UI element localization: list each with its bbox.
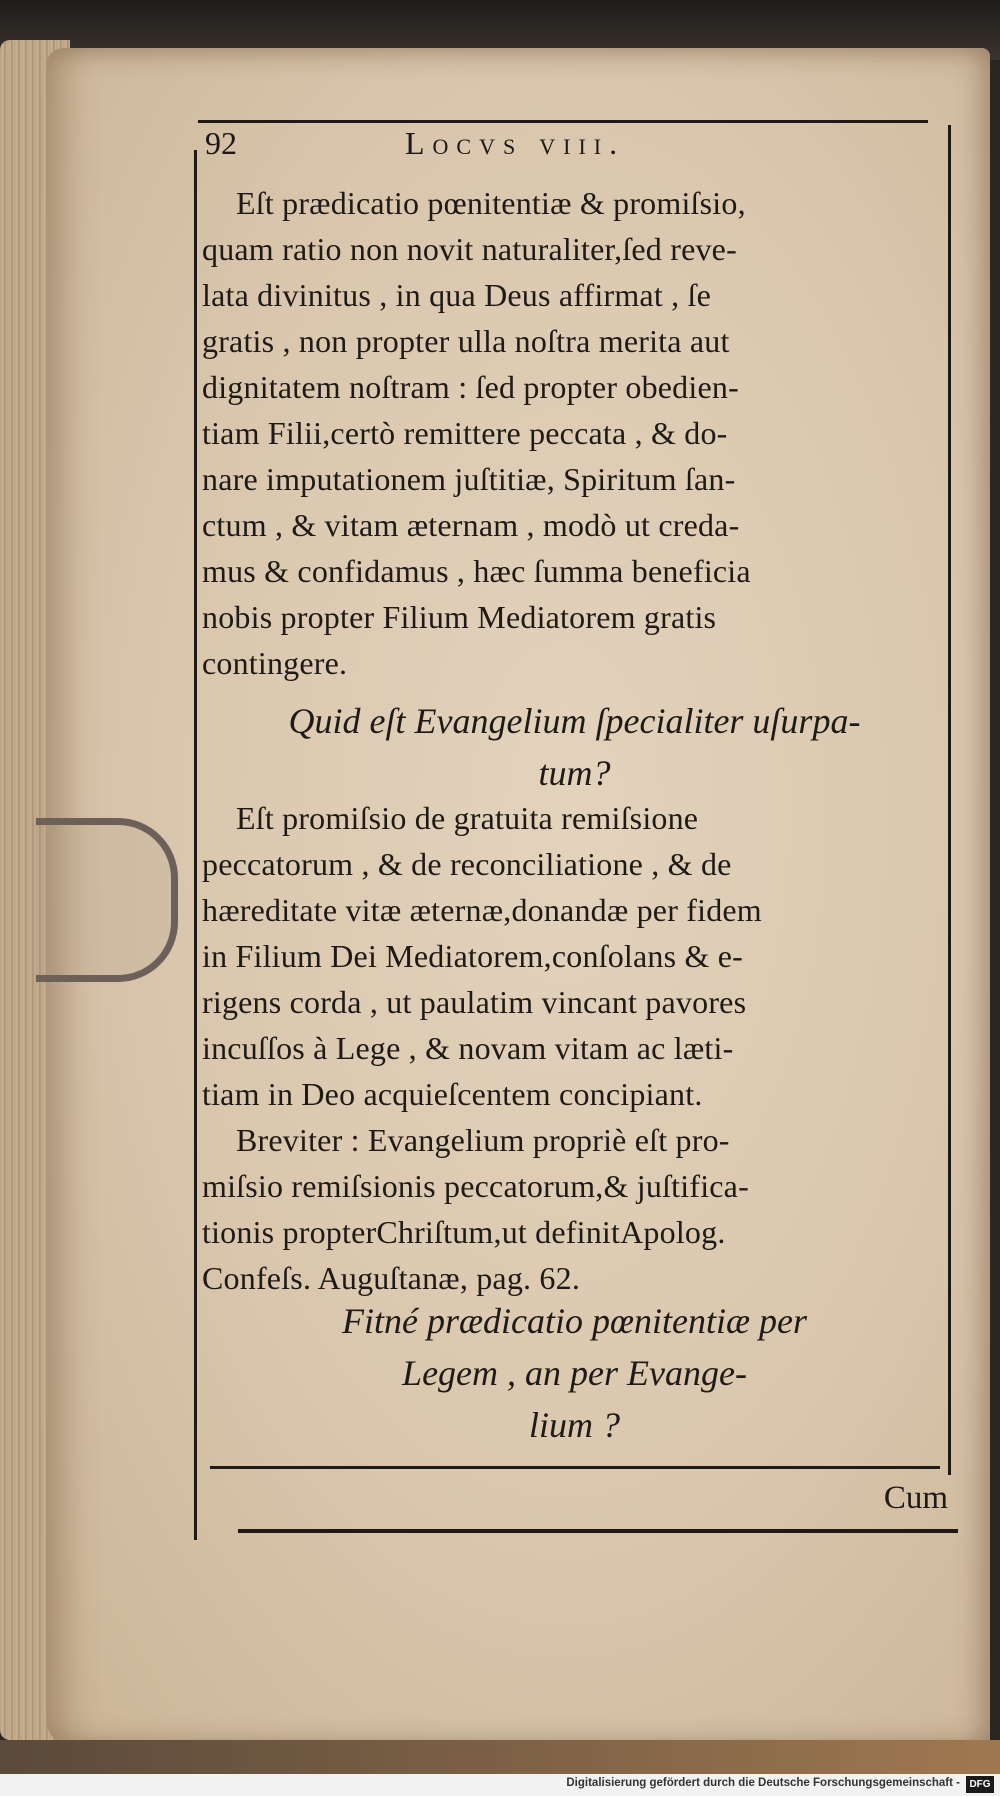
text-line: quam ratio non novit naturaliter,ſed reve- [202, 231, 737, 267]
heading-line: Quid eſt Evangelium ſpecialiter uſurpa- [288, 701, 861, 741]
text-line: incuſſos à Lege , & novam vitam ac læti- [202, 1030, 734, 1066]
text-line: Breviter : Evangelium propriè eſt pro- [236, 1122, 730, 1158]
frame-rule-right [948, 125, 951, 1475]
catchword: Cum [883, 1480, 948, 1516]
heading-line: Legem , an per Evange- [402, 1353, 747, 1393]
text-line: peccatorum , & de reconciliatione , & de [202, 846, 732, 882]
text-line: rigens corda , ut paulatim vincant pavores [202, 984, 747, 1020]
paragraph-2 [202, 795, 947, 1301]
question-heading-1 [202, 695, 947, 799]
text-line: ctum , & vitam æternam , modò ut creda- [202, 507, 740, 543]
book-bottom-edge [0, 1740, 1000, 1774]
text-line: lata divinitus , in qua Deus affirmat , ſe [202, 277, 712, 313]
heading-line: tum? [538, 753, 611, 793]
text-line: contingere. [202, 645, 348, 681]
text-line: dignitatem noſtram : ſed propter obedien- [202, 369, 739, 405]
page-clip [36, 818, 178, 982]
frame-rule-left [194, 150, 197, 1540]
text-line: tiam in Deo acquieſcentem concipiant. [202, 1076, 703, 1112]
paragraph-1 [202, 180, 947, 686]
frame-rule-bottom [210, 1466, 940, 1469]
heading-line: lium ? [528, 1405, 620, 1445]
text-line: hæreditate vitæ æternæ,donandæ per fidem [202, 892, 762, 928]
text-line: gratis , non propter ulla noſtra merita aut [202, 323, 730, 359]
funding-credit: Digitalisierung gefördert durch die Deutsche Forschungsgemeinschaft - [566, 1777, 960, 1789]
text-line: Eſt prædicatio pœnitentiæ & promiſsio, [236, 185, 746, 221]
text-line: nobis propter Filium Mediatorem gratis [202, 599, 717, 635]
text-line: Eſt promiſsio de gratuita remiſsione [236, 800, 699, 836]
dfg-logo: DFG [966, 1776, 994, 1793]
frame-rule-top [198, 120, 928, 123]
heading-line: Fitné prædicatio pœnitentiæ per [342, 1301, 807, 1341]
page-number: 92 [205, 125, 237, 161]
page-header [205, 125, 945, 175]
frame-rule-outer-bottom [238, 1529, 958, 1533]
text-line: tiam Filii,certò remittere peccata , & do- [202, 415, 728, 451]
running-title: Locvs viii. [405, 125, 626, 161]
text-line: mus & confidamus , hæc ſumma beneficia [202, 553, 751, 589]
text-line: tionis propterChriſtum,ut definitApolog. [202, 1214, 726, 1250]
question-heading-2 [202, 1295, 947, 1451]
text-line: miſsio remiſsionis peccatorum,& juſtifica- [202, 1168, 749, 1204]
text-line: nare imputationem juſtitiæ, Spiritum ſan- [202, 461, 736, 497]
text-line: in Filium Dei Mediatorem,conſolans & e- [202, 938, 744, 974]
text-line: Confeſs. Auguſtanæ, pag. 62. [202, 1260, 581, 1296]
